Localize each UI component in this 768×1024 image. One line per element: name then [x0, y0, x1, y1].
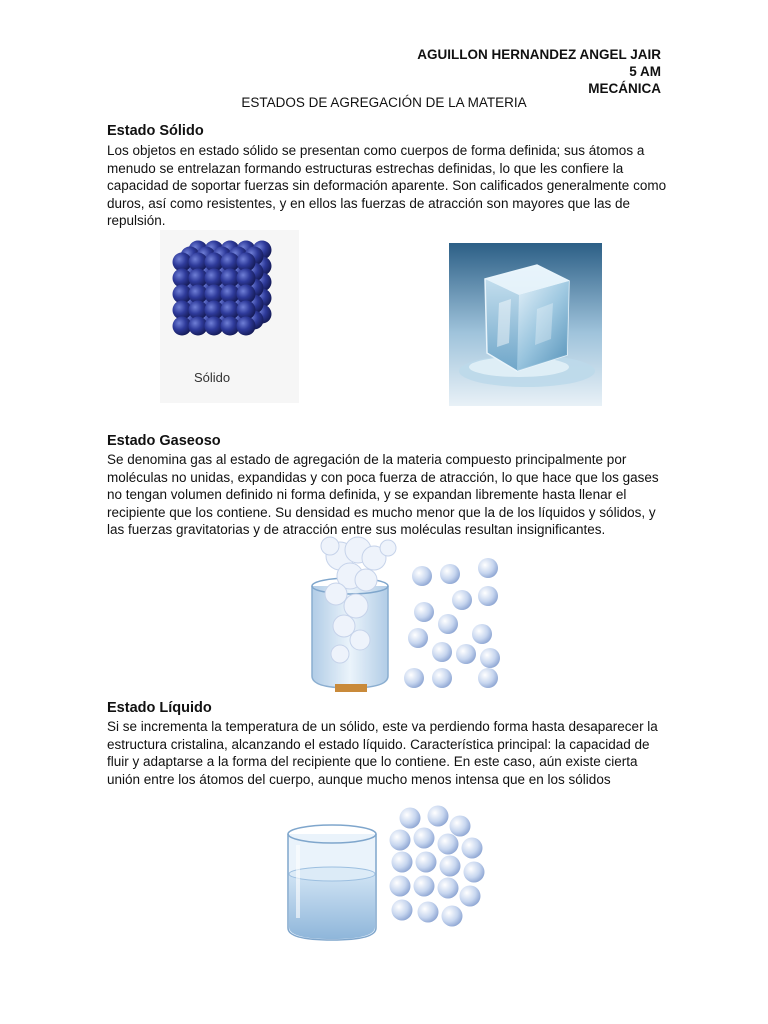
liquid-molecule: [442, 906, 463, 927]
document-title: ESTADOS DE AGREGACIÓN DE LA MATERIA: [241, 95, 527, 110]
gas-molecule: [472, 624, 492, 644]
liquid-molecule: [390, 876, 411, 897]
gas-molecule: [452, 590, 472, 610]
liquid-molecule: [462, 838, 483, 859]
gas-molecule: [432, 668, 452, 688]
liquid-molecule: [414, 828, 435, 849]
gas-molecule: [480, 648, 500, 668]
author-subject: MECÁNICA: [588, 81, 661, 96]
liquid-molecule: [390, 830, 411, 851]
gas-molecule: [478, 558, 498, 578]
liquid-molecule: [438, 834, 459, 855]
liquid-molecule: [418, 902, 439, 923]
gas-molecule: [414, 602, 434, 622]
liquid-molecule: [440, 856, 461, 877]
solid-section-text: Los objetos en estado sólido se presentan como cuerpos de forma definida; sus átomos a menudo se entrelazan formando estructuras estrechas definidas, lo que les confiere la capacidad de soportar fuerzas sin deformación aparente. Son calificados generalmente como duros, así como resistentes, y en ellos las fuerzas de atracción son mayores que las de repulsión.: [107, 143, 667, 228]
gas-molecule: [404, 668, 424, 688]
liquid-molecule: [416, 852, 437, 873]
solid-section-title: Estado Sólido: [107, 123, 204, 139]
gas-molecule: [438, 614, 458, 634]
liquid-molecule: [414, 876, 435, 897]
solid-atom: [237, 317, 256, 336]
author-name: AGUILLON HERNANDEZ ANGEL JAIR: [417, 47, 661, 62]
gas-molecule: [478, 586, 498, 606]
liquid-molecule: [400, 808, 421, 829]
author-group: 5 AM: [629, 64, 661, 79]
liquid-molecule: [428, 806, 449, 827]
liquid-image: [282, 800, 497, 945]
gas-section-text: Se denomina gas al estado de agregación de la materia compuesto principalmente por moléculas no unidas, expandidas y con poca fuerza de atracción, lo que hace que los gases no tengan volumen definido ni forma definida, y se expandan libremente hasta llenar el recipiente que los contiene. Su densidad es mucho menor que la de los líquidos y sólidos, y las fuerzas gravitatorias y de atracción entre sus moléculas resultan insignificantes.: [107, 452, 659, 537]
liquid-section-title: Estado Líquido: [107, 700, 212, 716]
ice-cube-illustration: [449, 243, 602, 406]
liquid-molecule: [392, 900, 413, 921]
gas-molecule: [412, 566, 432, 586]
liquid-molecule: [464, 862, 485, 883]
gas-molecule: [432, 642, 452, 662]
liquid-molecule: [392, 852, 413, 873]
gas-image: [300, 536, 505, 696]
ice-cube-image: [449, 243, 602, 406]
liquid-section-text: Si se incrementa la temperatura de un sólido, este va perdiendo forma hasta desaparecer la estructura cristalina, alcanzando el estado líquido. Característica principal: la capacidad de fluir y adaptarse a la forma del recipiente que lo contiene. En este caso, aún existe cierta unión entre los átomos del cuerpo, aunque mucho menos intensa que en los sólidos: [107, 719, 658, 787]
liquid-molecule: [438, 878, 459, 899]
solid-lattice-image: [160, 230, 299, 403]
gas-molecule: [456, 644, 476, 664]
liquid-molecule: [460, 886, 481, 907]
gas-molecule: [440, 564, 460, 584]
gas-molecule: [478, 668, 498, 688]
solid-image-caption: Sólido: [194, 370, 231, 385]
liquid-molecule: [450, 816, 471, 837]
gas-molecule: [408, 628, 428, 648]
gas-section-title: Estado Gaseoso: [107, 433, 221, 449]
